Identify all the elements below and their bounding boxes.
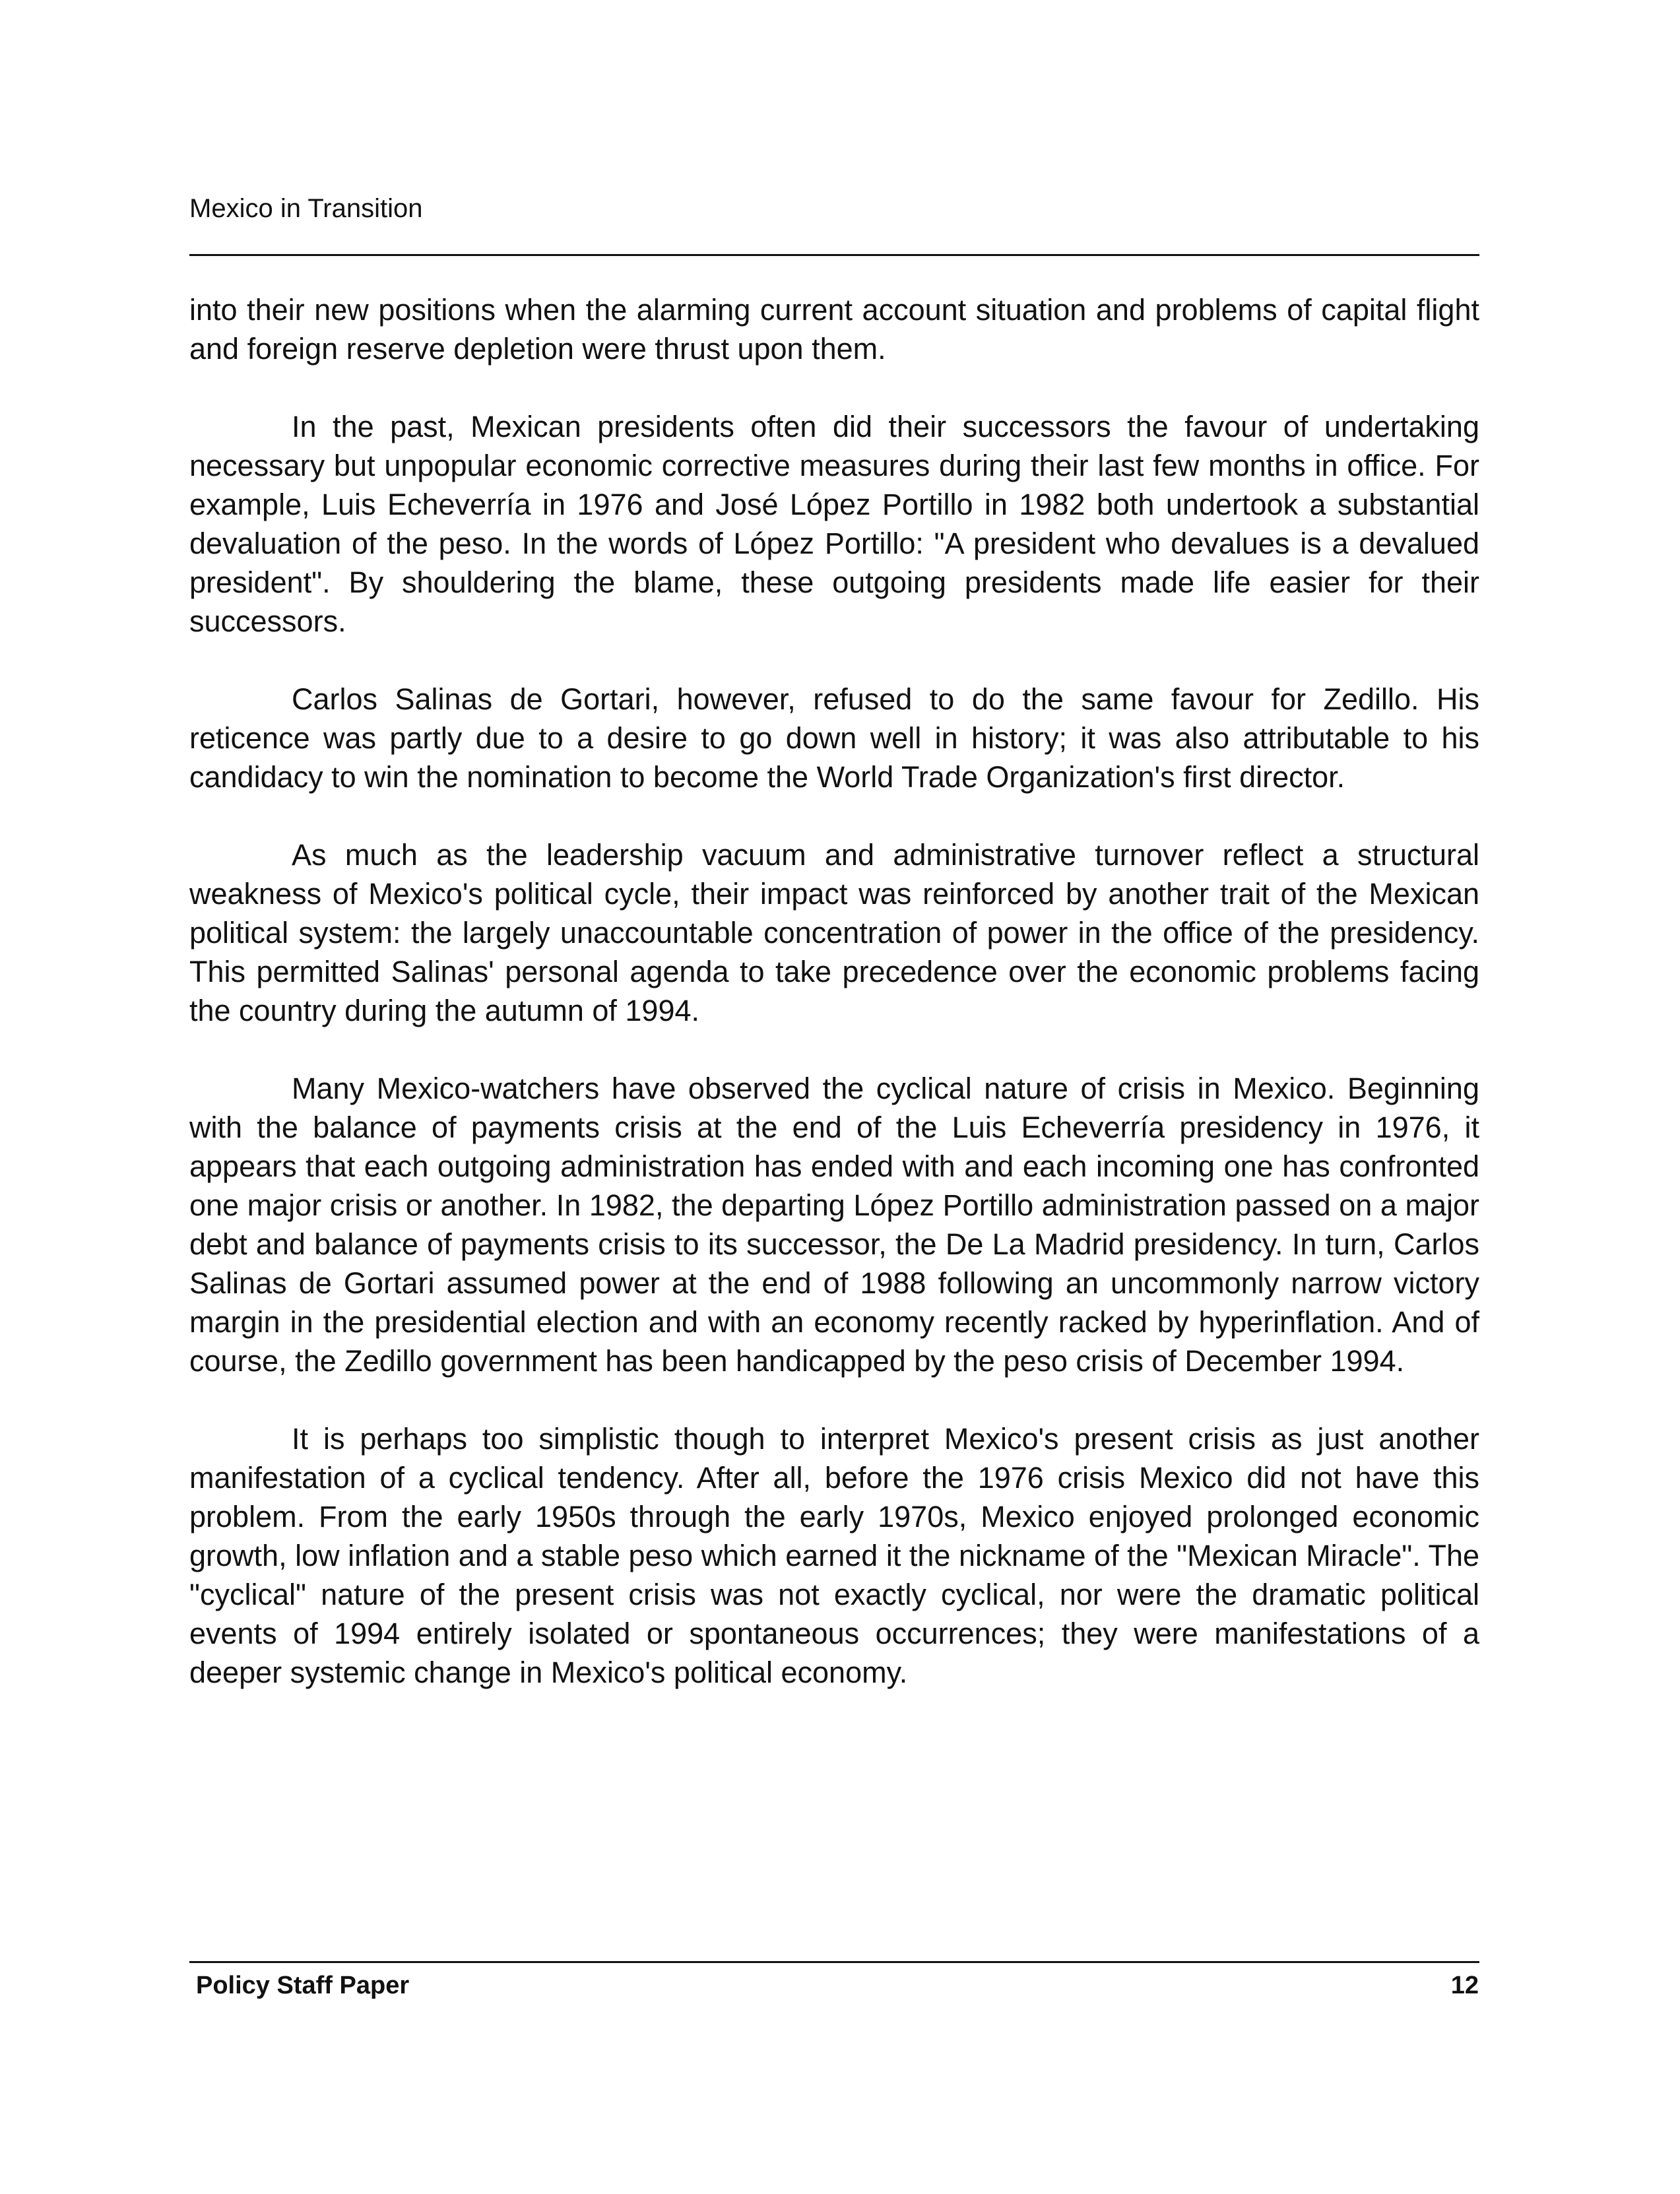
header-rule: [189, 254, 1479, 256]
running-header: Mexico in Transition: [189, 194, 423, 223]
paragraph-continuation: into their new positions when the alarming current account situation and problems of capital flight and foreign reserve depletion were thrust upon them.: [189, 293, 1479, 366]
body-text: [189, 290, 1479, 1731]
paragraph-past-presidents: In the past, Mexican presidents often did their successors the favour of undertaking necessary but unpopular economic corrective measures during their last few months in office. For example, Luis Echeverría in 1976 and José López Portillo in 1982 both undertook a substantial devaluation of the peso. In the words of López Portillo: "A president who devalues is a devalued president". By shouldering the blame, these outgoing presidents made life easier for their successors.: [189, 410, 1479, 638]
footer-rule: [189, 1961, 1479, 1963]
paragraph-systemic-change: It is perhaps too simplistic though to interpret Mexico's present crisis as just another manifestation of a cyclical tendency. After all, before the 1976 crisis Mexico did not have this problem. From the early 1950s through the early 1970s, Mexico enjoyed prolonged economic growth, low inflation and a stable peso which earned it the nickname of the "Mexican Miracle". The "cyclical" nature of the present crisis was not exactly cyclical, nor were the dramatic political events of 1994 entirely isolated or spontaneous occurrences; they were manifestations of a deeper systemic change in Mexico's political economy.: [189, 1422, 1479, 1689]
paragraph-salinas: Carlos Salinas de Gortari, however, refused to do the same favour for Zedillo. His reticence was partly due to a desire to go down well in history; it was also attributable to his candidacy to win the nomination to become the World Trade Organization's first director.: [189, 682, 1479, 794]
paragraph-leadership-vacuum: As much as the leadership vacuum and administrative turnover reflect a structural weakness of Mexico's political cycle, their impact was reinforced by another trait of the Mexican political system: the largely unaccountable concentration of power in the office of the presidency. This permitted Salinas' personal agenda to take precedence over the economic problems facing the country during the autumn of 1994.: [189, 838, 1479, 1027]
footer-label: Policy Staff Paper: [196, 1972, 410, 1999]
paragraph-cyclical-crisis: Many Mexico-watchers have observed the cyclical nature of crisis in Mexico. Beginning with the balance of payments crisis at the end of the Luis Echeverría presidency in 1976, it appears that each outgoing administration has ended with and each incoming one has confronted one major crisis or another. In 1982, the departing López Portillo administration passed on a major debt and balance of payments crisis to its successor, the De La Madrid presidency. In turn, Carlos Salinas de Gortari assumed power at the end of 1988 following an uncommonly narrow victory margin in the presidential election and with an economy recently racked by hyperinflation. And of course, the Zedillo government has been handicapped by the peso crisis of December 1994.: [189, 1072, 1479, 1378]
page-number: 12: [1450, 1972, 1479, 1999]
